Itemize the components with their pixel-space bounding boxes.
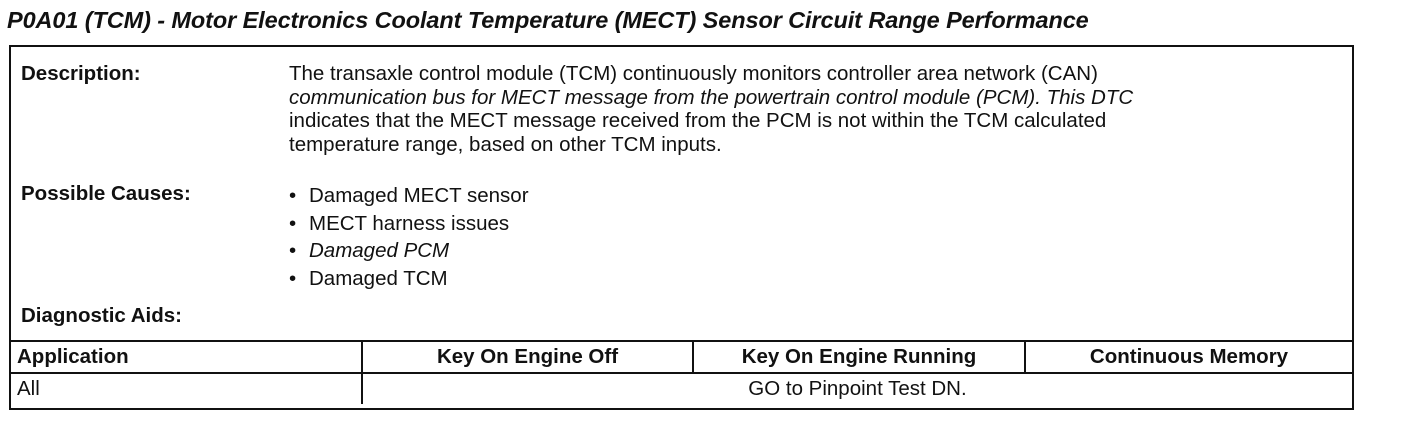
description-line: indicates that the MECT message received from the PCM is not within the TCM calculated bbox=[289, 109, 1107, 132]
list-item: • MECT harness issues bbox=[289, 210, 529, 238]
column-header-key-on-engine-off: Key On Engine Off bbox=[362, 341, 693, 373]
bullet-icon: • bbox=[289, 184, 297, 207]
page-title: P0A01 (TCM) - Motor Electronics Coolant Temperature (MECT) Sensor Circuit Range Performance bbox=[7, 7, 1089, 33]
description-label: Description: bbox=[21, 62, 141, 85]
bullet-icon: • bbox=[289, 266, 297, 290]
list-item: • Damaged PCM bbox=[289, 237, 529, 265]
column-header-continuous-memory: Continuous Memory bbox=[1025, 341, 1352, 373]
description-line: The transaxle control module (TCM) continuously monitors controller area network (CAN) bbox=[289, 62, 1098, 85]
application-cell: All bbox=[11, 373, 362, 404]
description-line: communication bus for MECT message from the powertrain control module (PCM). This DTC bbox=[289, 85, 1134, 109]
diagnostic-aids-table bbox=[11, 340, 1352, 404]
action-cell: GO to Pinpoint Test DN. bbox=[362, 373, 1352, 404]
table-row bbox=[11, 373, 1352, 404]
possible-causes-label: Possible Causes: bbox=[21, 182, 191, 205]
bullet-icon: • bbox=[289, 211, 297, 235]
column-header-key-on-engine-running: Key On Engine Running bbox=[693, 341, 1025, 373]
description-line: temperature range, based on other TCM inputs. bbox=[289, 132, 722, 156]
possible-causes-list bbox=[289, 182, 529, 292]
dtc-info-box bbox=[9, 45, 1354, 410]
diagnostic-aids-label: Diagnostic Aids: bbox=[21, 304, 182, 327]
bullet-icon: • bbox=[289, 239, 297, 262]
list-item: • Damaged MECT sensor bbox=[289, 182, 529, 210]
list-item: • Damaged TCM bbox=[289, 265, 529, 293]
column-header-application: Application bbox=[11, 341, 362, 373]
description-text bbox=[289, 62, 1349, 156]
